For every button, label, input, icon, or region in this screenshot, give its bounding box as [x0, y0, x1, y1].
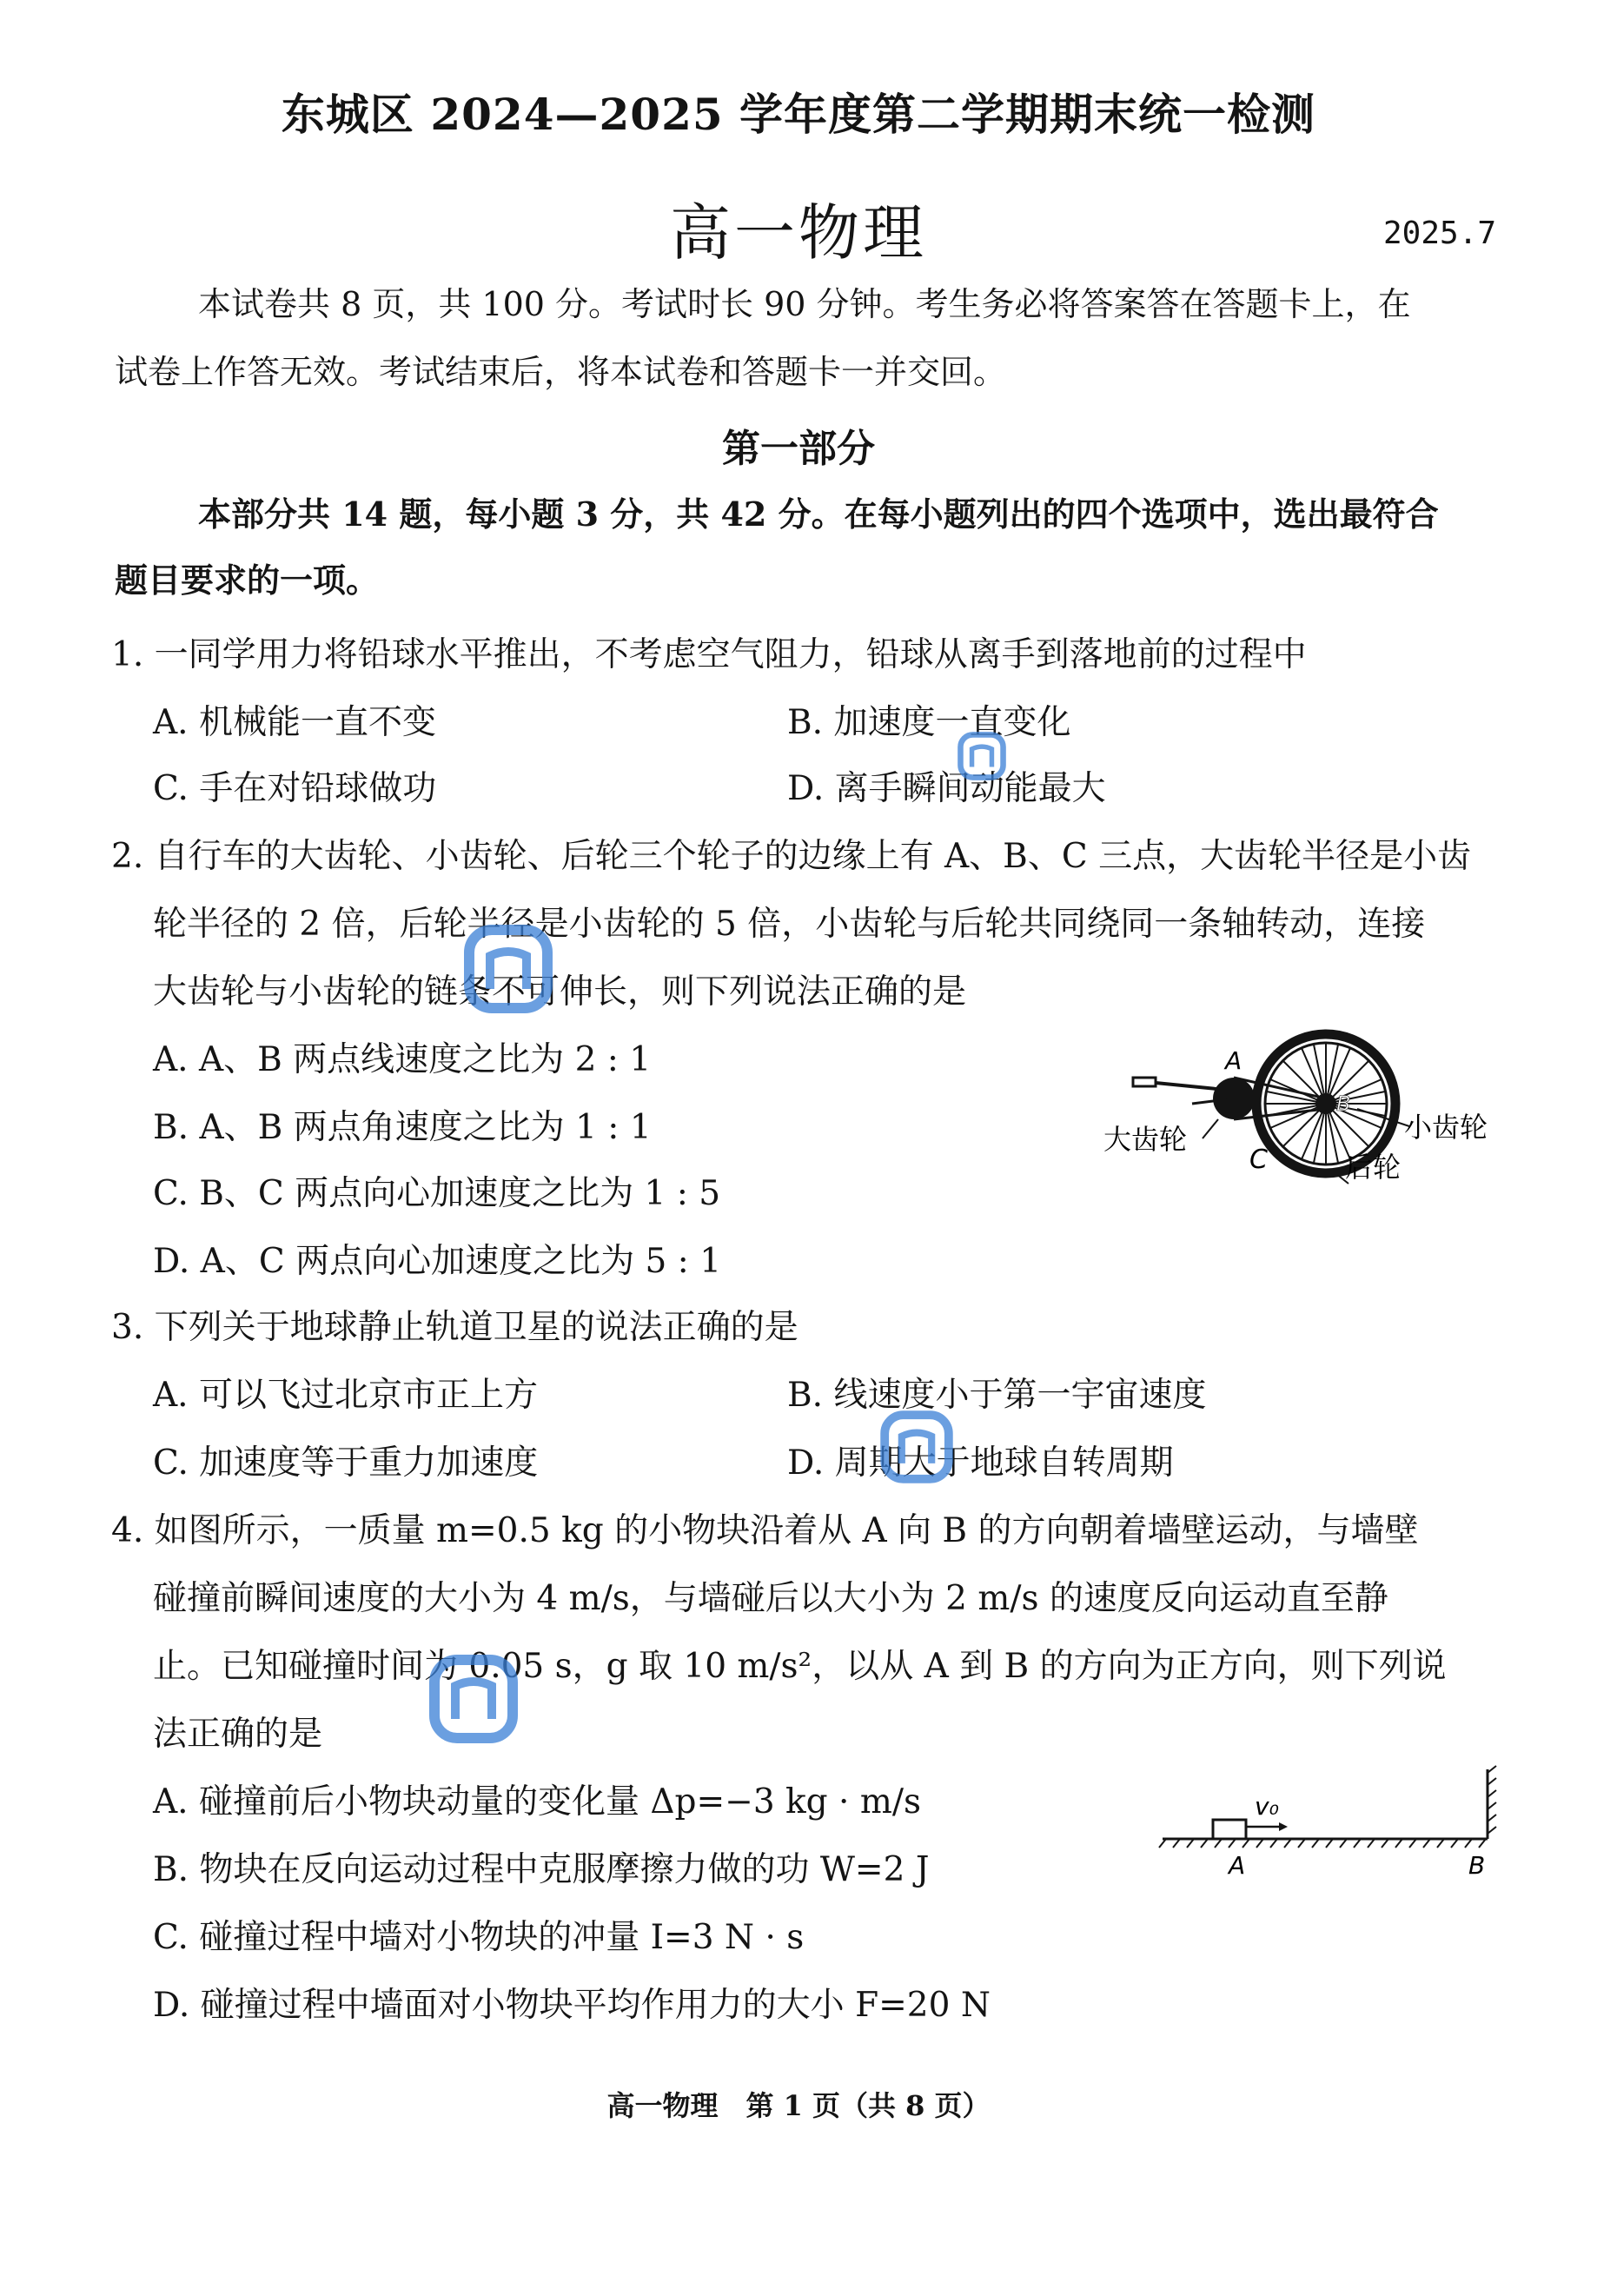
q2-stem-line-1: 2. 自行车的大齿轮、小齿轮、后轮三个轮子的边缘上有 A、B、C 三点，大齿轮半径是小齿: [111, 837, 1472, 876]
instructions-line-1: 本试卷共 8 页，共 100 分。考试时长 90 分钟。考生务必将答案答在答题卡上，在: [198, 285, 1411, 323]
q4-option-c: C. 碰撞过程中墙对小物块的冲量 I=3 N · s: [153, 1918, 805, 1957]
q1-option-b: B. 加速度一直变化: [787, 703, 1071, 742]
small-gear-shape: [1315, 1093, 1336, 1114]
point-c-label: C: [1249, 1145, 1268, 1175]
q4-option-a: A. 碰撞前后小物块动量的变化量 Δp=−3 kg · m/s: [153, 1782, 921, 1822]
q1-option-c: C. 手在对铅球做功: [153, 769, 437, 808]
part-one-desc-line-1: 本部分共 14 题，每小题 3 分，共 42 分。在每小题列出的四个选项中，选出最符合: [198, 494, 1439, 534]
q2-stem-line-2: 轮半径的 2 倍，后轮半径是小齿轮的 5 倍，小齿轮与后轮共同绕同一条轴转动，连接: [153, 905, 1426, 944]
q4-stem-line-4: 法正确的是: [153, 1715, 323, 1754]
q3-option-a: A. 可以飞过北京市正上方: [153, 1376, 538, 1415]
q4-stem-line-3: 止。已知碰撞时间为 0.05 s，g 取 10 m/s²，以从 A 到 B 的方向为正方向，则下列说: [153, 1647, 1447, 1686]
q4-stem-line-2: 碰撞前瞬间速度的大小为 4 m/s，与墙碰后以大小为 2 m/s 的速度反向运动直至静: [153, 1579, 1388, 1618]
q3-option-d: D. 周期大于地球自转周期: [787, 1443, 1174, 1483]
big-gear-label: 大齿轮: [1103, 1123, 1188, 1156]
q4-stem-line-1: 4. 如图所示，一质量 m=0.5 kg 的小物块沿着从 A 向 B 的方向朝着墙壁运动，与墙壁: [111, 1511, 1419, 1550]
q3-option-b: B. 线速度小于第一宇宙速度: [787, 1376, 1207, 1415]
page-footer: 高一物理 第 1 页（共 8 页）: [606, 2089, 991, 2122]
q2-option-b: B. A、B 两点角速度之比为 1 : 1: [153, 1108, 652, 1147]
q3-option-c: C. 加速度等于重力加速度: [153, 1443, 539, 1483]
q2-option-a: A. A、B 两点线速度之比为 2 : 1: [153, 1040, 652, 1079]
q1-option-a: A. 机械能一直不变: [153, 703, 436, 742]
part-one-title: 第一部分: [722, 427, 875, 471]
zizzs-watermark-logo: [461, 921, 556, 1017]
q2-stem-line-3: 大齿轮与小齿轮的链条不可伸长，则下列说法正确的是: [153, 972, 967, 1012]
part-one-desc-line-2: 题目要求的一项。: [115, 561, 380, 600]
q1-option-d: D. 离手瞬间动能最大: [787, 769, 1106, 808]
zizzs-watermark-logo: [426, 1651, 521, 1747]
instructions-line-2: 试卷上作答无效。考试结束后，将本试卷和答题卡一并交回。: [115, 353, 1007, 391]
bicycle-gear-figure: [1097, 1025, 1514, 1199]
q2-option-d: D. A、C 两点向心加速度之比为 5 : 1: [153, 1242, 722, 1281]
exam-title: 东城区 2024—2025 学年度第二学期期末统一检测: [281, 89, 1316, 140]
rear-wheel-label: 后轮: [1345, 1151, 1402, 1184]
point-b-label: B: [1336, 1092, 1351, 1116]
velocity-arrowhead: [1279, 1822, 1288, 1831]
q2-option-c: C. B、C 两点向心加速度之比为 1 : 5: [153, 1174, 721, 1213]
small-gear-label: 小齿轮: [1404, 1111, 1488, 1144]
block-shape: [1213, 1820, 1246, 1839]
big-gear-leader: [1203, 1119, 1218, 1138]
q3-stem: 3. 下列关于地球静止轨道卫星的说法正确的是: [111, 1308, 798, 1347]
point-a-label: A: [1229, 1851, 1246, 1880]
pedal-shape: [1133, 1078, 1156, 1086]
q4-option-d: D. 碰撞过程中墙面对小物块平均作用力的大小 F=20 N: [153, 1986, 991, 2025]
zizzs-watermark-logo: [956, 730, 1008, 782]
point-a-label: A: [1225, 1046, 1242, 1075]
q1-stem: 1. 一同学用力将铅球水平推出，不考虑空气阻力，铅球从离手到落地前的过程中: [111, 635, 1307, 674]
zizzs-watermark-logo: [878, 1408, 956, 1486]
q4-option-b: B. 物块在反向运动过程中克服摩擦力做的功 W=2 J: [153, 1850, 930, 1889]
block-wall-figure: [1156, 1764, 1503, 1886]
v0-label: v₀: [1255, 1792, 1279, 1821]
subject-title: 高一物理: [670, 197, 927, 269]
point-b-label: B: [1468, 1851, 1486, 1880]
exam-date: 2025.7: [1383, 216, 1497, 251]
